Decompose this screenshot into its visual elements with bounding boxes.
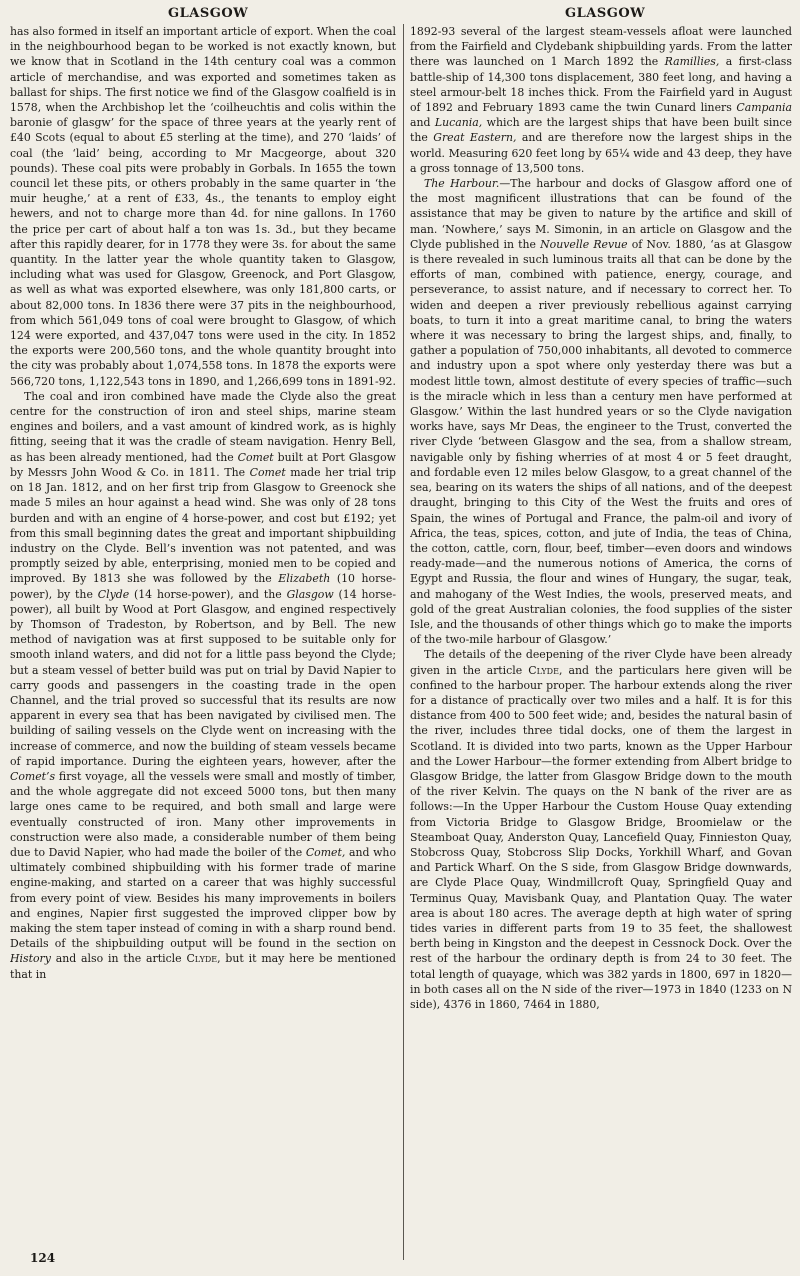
ship-name-elizabeth: Elizabeth (278, 572, 331, 586)
page-number: 124 (30, 1251, 56, 1265)
ship-name-comets: Comet’s (10, 769, 56, 783)
running-head-right: GLASGOW (565, 6, 646, 21)
journal-title: Nouvelle Revue (540, 237, 628, 251)
cross-reference-history: History (10, 952, 51, 966)
cross-reference-clyde: Clyde (528, 663, 559, 677)
column-rule (403, 24, 404, 1260)
paragraph-liners: 1892-93 several of the largest steam-vessels afloat were launched from the Fairfield and Clydebank shipbuilding yards. From the latter there was launched on 1 March 1892 the Ramillies, a first-class battle-ship of 14,300 tons displacement, 380 feet long, and having a steel armour-belt 18 inches thick. From the Fairfield yard in August of 1892 and February 1893 came the twin Cunard liners Campania and Lucania, which are the largest ships that have been built since the Great Eastern, and are therefore now the largest ships in the world. Measuring 620 feet long by 65¼ wide and 43 deep, they have a gross tonnage of 13,500 tons. (410, 25, 792, 175)
ship-name-great-eastern: Great Eastern, (433, 131, 517, 145)
ship-name-comet: Comet, (305, 845, 346, 859)
ship-name-lucania: Lucania, (434, 116, 483, 130)
left-column (10, 24, 396, 1249)
section-heading-harbour: The Harbour. (424, 177, 500, 191)
paragraph-harbour: The Harbour.—The harbour and docks of Glasgow afford one of the most magnificent illustrations that can be found of the assistance that may be given to nature by the artifice and skill of man. ‘Nowhere,’ says M. Simonin, in an article on Glasgow and the Clyde published in the Nouvelle Revue of Nov. 1880, ‘as at Glasgow is there revealed in such luminous traits all that can be done by the efforts of man, combined with patience, energy, courage, and perseverance, to assist nature, and if necessary to correct her. To widen and deepen a river previously rebellious against carrying boats, to turn it into a great maritime canal, to bring the waters where it was necessary to bring the largest ships, and, finally, to gather a population of 750,000 inhabitants, all devoted to commerce and industry upon a spot where only yesterday there was but a modest little town, almost destitute of every species of traffic—such is the miracle which in less than a century men have performed at Glasgow.’ Within the last hundred years or so the Clyde navigation works have, says Mr Deas, the engineer to the Trust, converted the river Clyde ‘between Glasgow and the sea, from a shallow stream, navigable only by fishing wherries of at most 4 or 5 feet draught, and fordable even 12 miles below Glasgow, to a great channel of the sea, bearing on its waters the ships of all nations, and of the deepest draught, bringing to this City of the West the fruits and ores of Spain, the wines of Portugal and France, the palm-oil and ivory of Africa, the teas, spices, cotton, and jute of India, the teas of China, the cotton, cattle, corn, flour, beef, timber—even doors and windows ready-made—and the numerous notions of America, the corns of Egypt and Russia, the flour and wines of Hungary, the sugar, teak, and mahogany of the West Indies, the wools, preserved meats, and gold of the great Australian colonies, the food supplies of the sister Isle, and the thousands of other things which go to make the imports of the two-mile harbour of Glasgow.’ (410, 177, 792, 647)
ship-name-campania: Campania (736, 101, 792, 115)
right-column (410, 24, 792, 1249)
ship-name-comet: Comet (237, 450, 274, 464)
ship-name-comet: Comet (249, 465, 286, 479)
ship-name-clyde: Clyde (97, 587, 130, 601)
cross-reference-clyde: Clyde (186, 952, 218, 966)
paragraph-coal: has also formed in itself an important article of export. When the coal in the neighbourhood began to be worked is not exactly known, but we know that in Scotland in the 14th century coal was a common article of merchandise, and was exported and sometimes taken as ballast for ships. The first notice we find of the Glasgow coalfield is in 1578, when the Archbishop let the ‘coilheuchtis and colis within the baronie of glasgw’ for the space of three years at the yearly rent of £40 Scots (equal to about £5 sterling at the time), and 270 ‘laids’ of coal (the ‘laid’ being, according to Mr Macgeorge, about 320 pounds). These coal pits were probably in Gorbals. In 1655 the town council let these pits, or others probably in the same quarter in ‘the muir heughe,’ at a rent of £33, 4s., the tenants to employ eight hewers, and not to charge more than 4d. for nine gallons. In 1760 the price per cart of about half a ton was 1s. 3d., but they became after this rapidly dearer, for in 1778 they were 3s. for about the same quantity. In the latter year the whole quantity taken to Glasgow, including what was used for Glasgow, Greenock, and Port Glasgow, as well as what was exported elsewhere, was only 181,800 carts, or about 82,000 tons. In 1836 there were 37 pits in the neighbourhood, from which 561,049 tons of coal were brought to Glasgow, of which 124 were exported, and 437,047 tons were used in the city. In 1852 the exports were 200,560 tons, and the whole quantity brought into the city was probably about 1,074,558 tons. In 1878 the exports were 566,720 tons, 1,122,543 tons in 1890, and 1,266,699 tons in 1891-92. (10, 25, 396, 388)
running-head-left: GLASGOW (168, 6, 249, 21)
ship-name-glasgow: Glasgow (286, 587, 334, 601)
paragraph-quays: The details of the deepening of the river Clyde have been already given in the article Clyde, and the particulars here given will be confined to the harbour proper. The harbour extends along the river for a distance of practically over two miles and a half. It is for this distance from 400 to 500 feet wide; and, besides the natural basin of the river, includes three tidal docks, one of them the largest in Scotland. It is divided into two parts, known as the Upper Harbour and the Lower Harbour—the former extending from Albert bridge to Glasgow Bridge, the latter from Glasgow Bridge down to the mouth of the river Kelvin. The quays on the N bank of the river are as follows:—In the Upper Harbour the Custom House Quay extending from Victoria Bridge to Glasgow Bridge, Broomielaw or the Steamboat Quay, Anderston Quay, Lancefield Quay, Finnieston Quay, Stobcross Quay, Stobcross Slip Docks, Yorkhill Wharf, and Govan and Partick Wharf. On the S side, from Glasgow Bridge downwards, are Clyde Place Quay, Windmillcroft Quay, Springfield Quay and Terminus Quay, Mavisbank Quay, and Plantation Quay. The water area is about 180 acres. The average depth at high water of spring tides varies in different parts from 19 to 35 feet, the shallowest berth being in Kingston and the deepest in Cessnock Dock. Over the rest of the harbour the ordinary depth is from 24 to 30 feet. The total length of quayage, which was 382 yards in 1800, 697 in 1820—in both cases all on the N side of the river—1973 in 1840 (1233 on N side), 4376 in 1860, 7464 in 1880, (410, 648, 792, 1011)
paragraph-shipbuilding: The coal and iron combined have made the Clyde also the great centre for the construction of iron and steel ships, marine steam engines and boilers, and a vast amount of kindred work, as is highly fitting, seeing that it was the cradle of steam navigation. Henry Bell, as has been already mentioned, had the Comet built at Port Glasgow by Messrs John Wood & Co. in 1811. The Comet made her trial trip on 18 Jan. 1812, and on her first trip from Glasgow to Greenock she made 5 miles an hour against a head wind. She was only of 28 tons burden and with an engine of 4 horse-power, and cost but £192; yet from this small beginning dates the great and important shipbuilding industry on the Clyde. Bell’s invention was not patented, and was promptly seized by able, enterprising, monied men to be copied and improved. By 1813 she was followed by the Elizabeth (10 horse-power), by the Clyde (14 horse-power), and the Glasgow (14 horse-power), all built by Wood at Port Glasgow, and engined respectively by Thomson of Tradeston, by Robertson, and by Bell. The new method of navigation was at first supposed to be suitable only for smooth inland waters, and did not for a little pass beyond the Clyde; but a steam vessel of better build was put on trial by David Napier to carry goods and passengers in the coasting trade in the open Channel, and the trial proved so successful that its results are now apparent in every sea that has been navigated by civilised men. The building of sailing vessels on the Clyde went on increasing with the increase of commerce, and now the building of steam vessels became of rapid importance. During the eighteen years, however, after the Comet’s first voyage, all the vessels were small and mostly of timber, and the whole aggregate did not exceed 5000 tons, but then many large ones came to be required, and both small and large were eventually constructed of iron. Many other improvements in construction were also made, a considerable number of them being due to David Napier, who had made the boiler of the Comet, and who ultimately combined shipbuilding with his former trade of marine engine-making, and started on a career that was highly successful from every point of view. Besides his many improvements in boilers and engines, Napier first suggested the improved clipper bow by making the stem taper instead of coming in with a sharp round bend. Details of the shipbuilding output will be found in the section on History and also in the article Clyde, but it may here be mentioned that in (10, 389, 396, 981)
ship-name-ramillies: Ramillies, (664, 55, 720, 69)
